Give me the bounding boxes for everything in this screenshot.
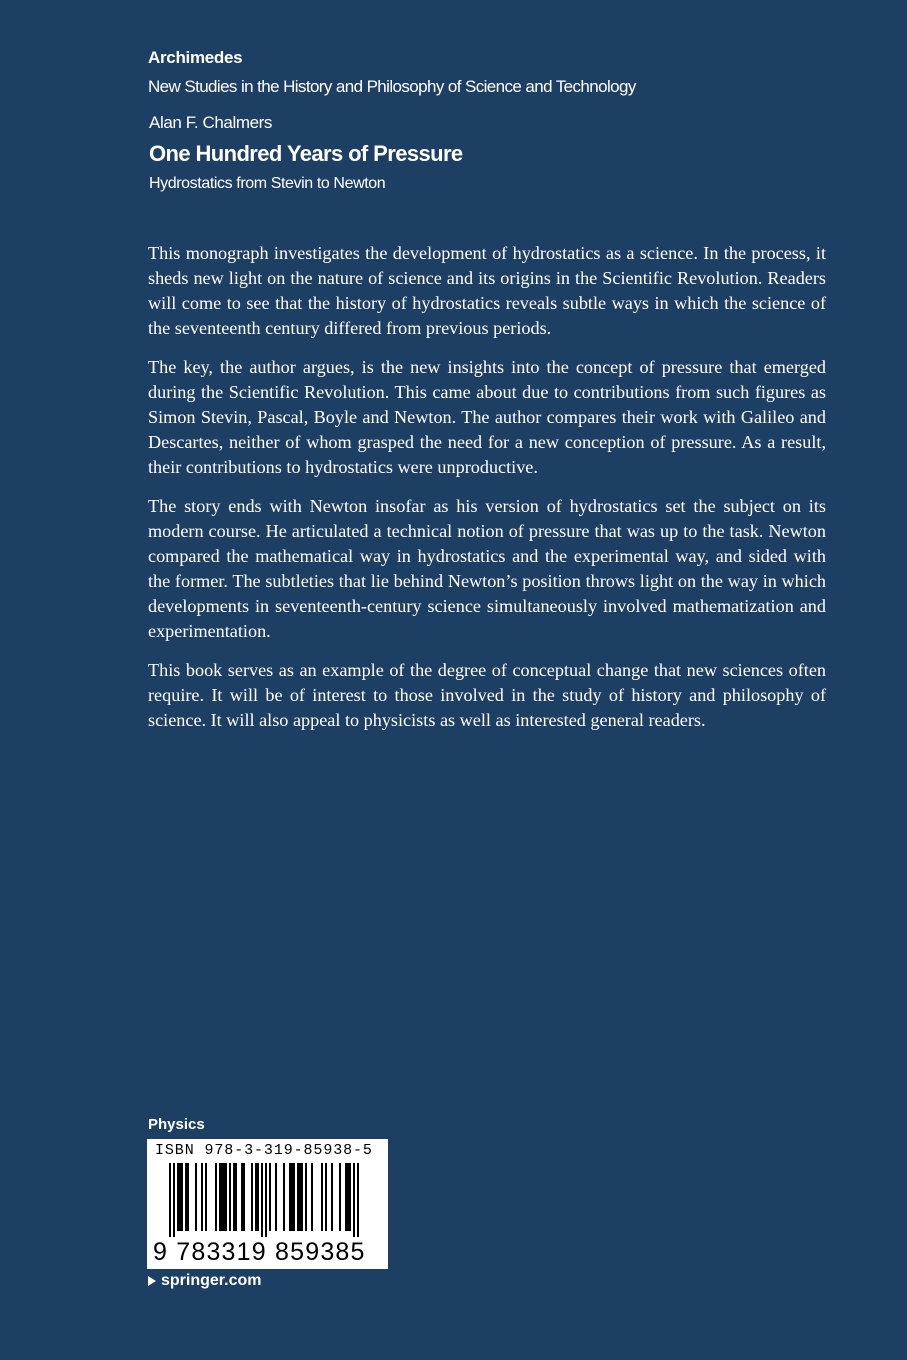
barcode-bar bbox=[339, 1163, 341, 1231]
barcode-bar bbox=[257, 1163, 259, 1231]
barcode-bar bbox=[321, 1163, 323, 1231]
barcode-bar bbox=[353, 1163, 355, 1237]
barcode-bars bbox=[169, 1163, 374, 1237]
barcode-bar bbox=[205, 1163, 207, 1231]
barcode-bar bbox=[357, 1163, 359, 1237]
barcode-bar bbox=[299, 1163, 301, 1231]
barcode-bar bbox=[349, 1163, 351, 1231]
series-title: Archimedes bbox=[148, 48, 243, 67]
barcode-bar bbox=[215, 1163, 217, 1231]
barcode-bar bbox=[291, 1163, 293, 1231]
barcode-bar bbox=[297, 1163, 299, 1231]
barcode-bar bbox=[311, 1163, 313, 1231]
arrow-right-icon bbox=[148, 1276, 156, 1286]
barcode-bar bbox=[275, 1163, 277, 1231]
blurb-paragraph: This monograph investigates the development of hydrostatics as a science. In the process, it sheds new light on the nature of science and its origins in the Scientific Revolution. Readers will come to see that the history of hydrostatics reveals subtle ways in which the science of the seventeenth century differed from previous periods. bbox=[148, 243, 826, 338]
barcode-bar bbox=[261, 1163, 263, 1237]
barcode-bar bbox=[179, 1163, 181, 1231]
barcode-bar bbox=[185, 1163, 187, 1231]
isbn-label: ISBN 978-3-319-85938-5 bbox=[155, 1142, 373, 1159]
book-blurb bbox=[148, 241, 826, 747]
ean-digits: 9 783319 859385 bbox=[153, 1238, 366, 1266]
author-name: Alan F. Chalmers bbox=[149, 113, 273, 132]
barcode-bar bbox=[305, 1163, 307, 1231]
barcode-bar bbox=[235, 1163, 237, 1231]
barcode-bar bbox=[301, 1163, 303, 1231]
barcode-bar bbox=[243, 1163, 245, 1231]
barcode-bar bbox=[181, 1163, 183, 1231]
barcode-bar bbox=[345, 1163, 347, 1231]
barcode-bar bbox=[233, 1163, 235, 1231]
barcode-bar bbox=[251, 1163, 253, 1231]
barcode-bar bbox=[283, 1163, 285, 1231]
blurb-paragraph: The key, the author argues, is the new insights into the concept of pressure that emerged during the Scientific Revolution. This came about due to contributions from such figures as Simon Stevin, Pascal, Boyle and Newton. The author compares their work with Galileo and Descartes, neither of whom grasped the need for a new conception of pressure. As a result, their contributions to hydrostatics were unproductive. bbox=[148, 357, 826, 477]
barcode-bar bbox=[173, 1163, 175, 1237]
barcode-bar bbox=[187, 1163, 189, 1231]
blurb-paragraph: This book serves as an example of the degree of conceptual change that new sciences often require. It will be of interest to those involved in the study of history and philosophy of science. It will also appeal to physicists as well as interested general readers. bbox=[148, 660, 826, 730]
barcode-bar bbox=[229, 1163, 231, 1231]
barcode-bar bbox=[195, 1163, 197, 1231]
book-subtitle: Hydrostatics from Stevin to Newton bbox=[149, 175, 386, 192]
barcode-bar bbox=[269, 1163, 271, 1231]
barcode-bar bbox=[177, 1163, 179, 1231]
barcode-bar bbox=[219, 1163, 221, 1231]
book-title: One Hundred Years of Pressure bbox=[149, 141, 463, 166]
publisher-website[interactable] bbox=[148, 1272, 261, 1290]
barcode-bar bbox=[325, 1163, 327, 1231]
barcode-bar bbox=[169, 1163, 171, 1237]
subject-category: Physics bbox=[148, 1116, 205, 1133]
barcode-bar bbox=[347, 1163, 349, 1231]
barcode-bar bbox=[201, 1163, 203, 1231]
barcode-bar bbox=[265, 1163, 267, 1237]
barcode-bar bbox=[255, 1163, 257, 1231]
barcode-bar bbox=[289, 1163, 291, 1231]
series-subtitle: New Studies in the History and Philosophy of Science and Technology bbox=[148, 77, 636, 96]
barcode-bar bbox=[223, 1163, 225, 1231]
barcode-bar bbox=[241, 1163, 243, 1231]
blurb-paragraph: The story ends with Newton insofar as his version of hydrostatics set the subject on its modern course. He articulated a technical notion of pressure that was up to the task. Newton compared the mathematical way in hydrostatics and the experimental way, and sided with the former. The subtleties that lie behind Newton’s position throws light on the way in which developments in seventeenth-century science simultaneously involved mathematization and experimentation. bbox=[148, 496, 826, 641]
barcode-bar bbox=[331, 1163, 333, 1231]
barcode-bar bbox=[225, 1163, 227, 1231]
website-link[interactable]: springer.com bbox=[161, 1272, 262, 1289]
barcode-bar bbox=[221, 1163, 223, 1231]
barcode-bar bbox=[293, 1163, 295, 1231]
isbn-barcode bbox=[147, 1139, 388, 1269]
